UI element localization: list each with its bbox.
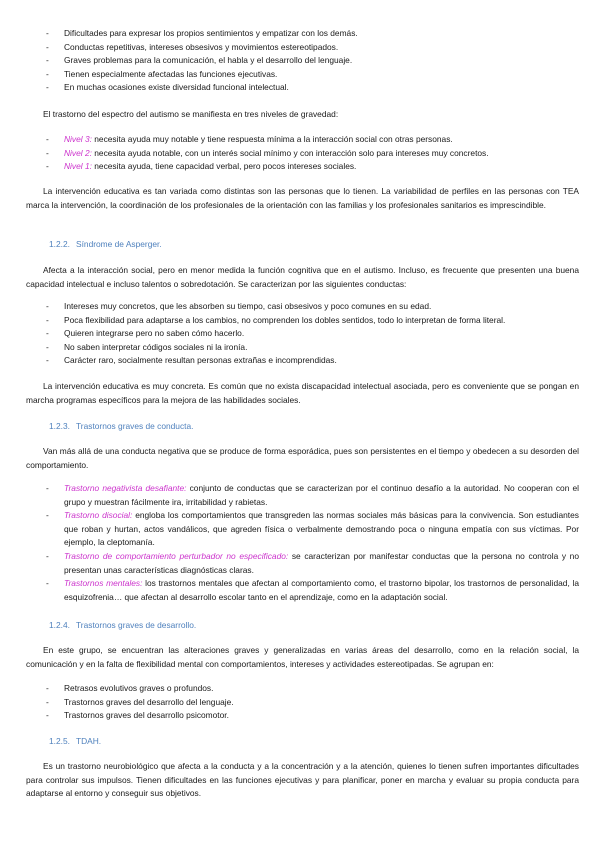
list-item: - Trastornos graves del desarrollo del lenguaje.	[46, 696, 234, 707]
section-heading-asperger: 1.2.2. Síndrome de Asperger.	[49, 239, 162, 249]
list-item: - Intereses muy concretos, que les absorben su tiempo, casi obsesivos y poco comunes en su edad.	[46, 301, 432, 311]
list-item: - Poca flexibilidad para adaptarse a los cambios, no comprenden los dobles sentidos, todo lo interpretan de forma literal.	[46, 314, 506, 325]
paragraph-conducta: Van más allá de una conducta negativa que se produce de forma esporádica, pues son persistentes en el tiempo y obedecen a su desorden del comportamiento.	[26, 446, 579, 470]
desarrollo-list	[26, 682, 579, 723]
section-heading-desarrollo: 1.2.4. Trastornos graves de desarrollo.	[49, 620, 197, 630]
list-item: - Nivel 2: necesita ayuda notable, con un interés social mínimo y con interacción solo para intereses muy concretos.	[46, 147, 489, 158]
top-bullet-list	[26, 27, 579, 95]
paragraph-intervention-tea: La intervención educativa es tan variada como distintas son las personas que lo tienen. La variabilidad de perfiles en las personas con TEA marca la intervención, la coordinación de los profesionales de la orientación con las familias y los profesionales sanitarios es imprescindible.	[26, 186, 579, 210]
list-item: - Quieren integrarse pero no saben cómo hacerlo.	[46, 328, 245, 339]
list-item: - Graves problemas para la comunicación, el habla y el desarrollo del lenguaje.	[46, 55, 353, 66]
paragraph-levels-intro: El trastorno del espectro del autismo se manifiesta en tres niveles de gravedad:	[43, 109, 339, 119]
list-item: - Nivel 3: necesita ayuda muy notable y tiene respuesta mínima a la interacción social con otras personas.	[46, 134, 453, 144]
paragraph-asperger: Afecta a la interacción social, pero en menor medida la función cognitiva que en el autismo. Incluso, es frecuente que presenten una buena capacidad intelectual e incluso talentos o sobredotación. Se caracterizan por las siguientes conductas:	[26, 265, 579, 289]
list-item: - Trastorno disocial: engloba los comportamientos que transgreden las normas sociales más básicas para la convivencia. Son estudiantes que roban y hurtan, actos vandálicos, que agreden física o verbalmente demostrando poca o ninguna empatía con sus víctimas. Por ejemplo, la cleptomanía.	[46, 510, 579, 548]
paragraph-tdah: Es un trastorno neurobiológico que afecta a la conducta y a la concentración y a la atención, quienes lo tienen sufren importantes dificultades para controlar sus impulsos. Tienen dificultades en las funciones ejecutivas y para planificar, poner en marcha y evaluar su propia conducta para adaptarse al entorno y conseguir sus objetivos.	[26, 761, 579, 799]
list-item: - Trastorno negativista desafiante: conjunto de conductas que se caracterizan por el continuo desafío a la autoridad. No cooperan con el grupo y muestran fácilmente ira, irritabilidad y rabietas.	[46, 483, 579, 507]
list-item: - En muchas ocasiones existe diversidad funcional intelectual.	[46, 82, 289, 93]
list-item: - Retrasos evolutivos graves o profundos.	[46, 683, 214, 693]
paragraph-asperger-intervention: La intervención educativa es muy concreta. Es común que no exista discapacidad intelectual asociada, pero es conveniente que se pongan en marcha programas específicos para la mejora de las habilidades sociales.	[26, 381, 579, 405]
list-item: - Trastornos mentales: los trastornos mentales que afectan al comportamiento como, el trastorno bipolar, los trastornos de personalidad, la esquizofrenia… que afectan al desarrollo escolar tanto en el aprendizaje, como en la adaptación social.	[46, 578, 579, 602]
list-item: - Carácter raro, socialmente resultan personas extrañas e incomprendidas.	[46, 355, 337, 366]
asperger-list	[26, 300, 579, 368]
section-heading-tdah: 1.2.5. TDAH.	[49, 736, 102, 746]
list-item: - Dificultades para expresar los propios sentimientos y empatizar con los demás.	[46, 28, 358, 38]
list-item: - No saben interpretar códigos sociales ni la ironía.	[46, 341, 248, 352]
paragraph-desarrollo: En este grupo, se encuentran las alteraciones graves y generalizadas en varias áreas del desarrollo, como en la relación social, la comunicación y en la falta de flexibilidad mental con comportamientos, intereses y actividades estereotipadas. Se agrupan en:	[26, 645, 579, 669]
list-item: - Trastorno de comportamiento perturbador no especificado: se caracterizan por manifestar conductas que la persona no controla y no presentan unas características diagnósticas claras.	[46, 550, 579, 575]
list-item: - Tienen especialmente afectadas las funciones ejecutivas.	[46, 68, 278, 79]
conducta-list	[26, 482, 579, 604]
list-item: - Conductas repetitivas, intereses obsesivos y movimientos estereotipados.	[46, 41, 339, 52]
levels-list	[26, 133, 579, 174]
list-item: - Trastornos graves del desarrollo psicomotor.	[46, 710, 229, 721]
section-heading-conducta: 1.2.3. Trastornos graves de conducta.	[49, 421, 194, 431]
list-item: - Nivel 1: necesita ayuda, tiene capacidad verbal, pero pocos intereses sociales.	[46, 161, 357, 172]
